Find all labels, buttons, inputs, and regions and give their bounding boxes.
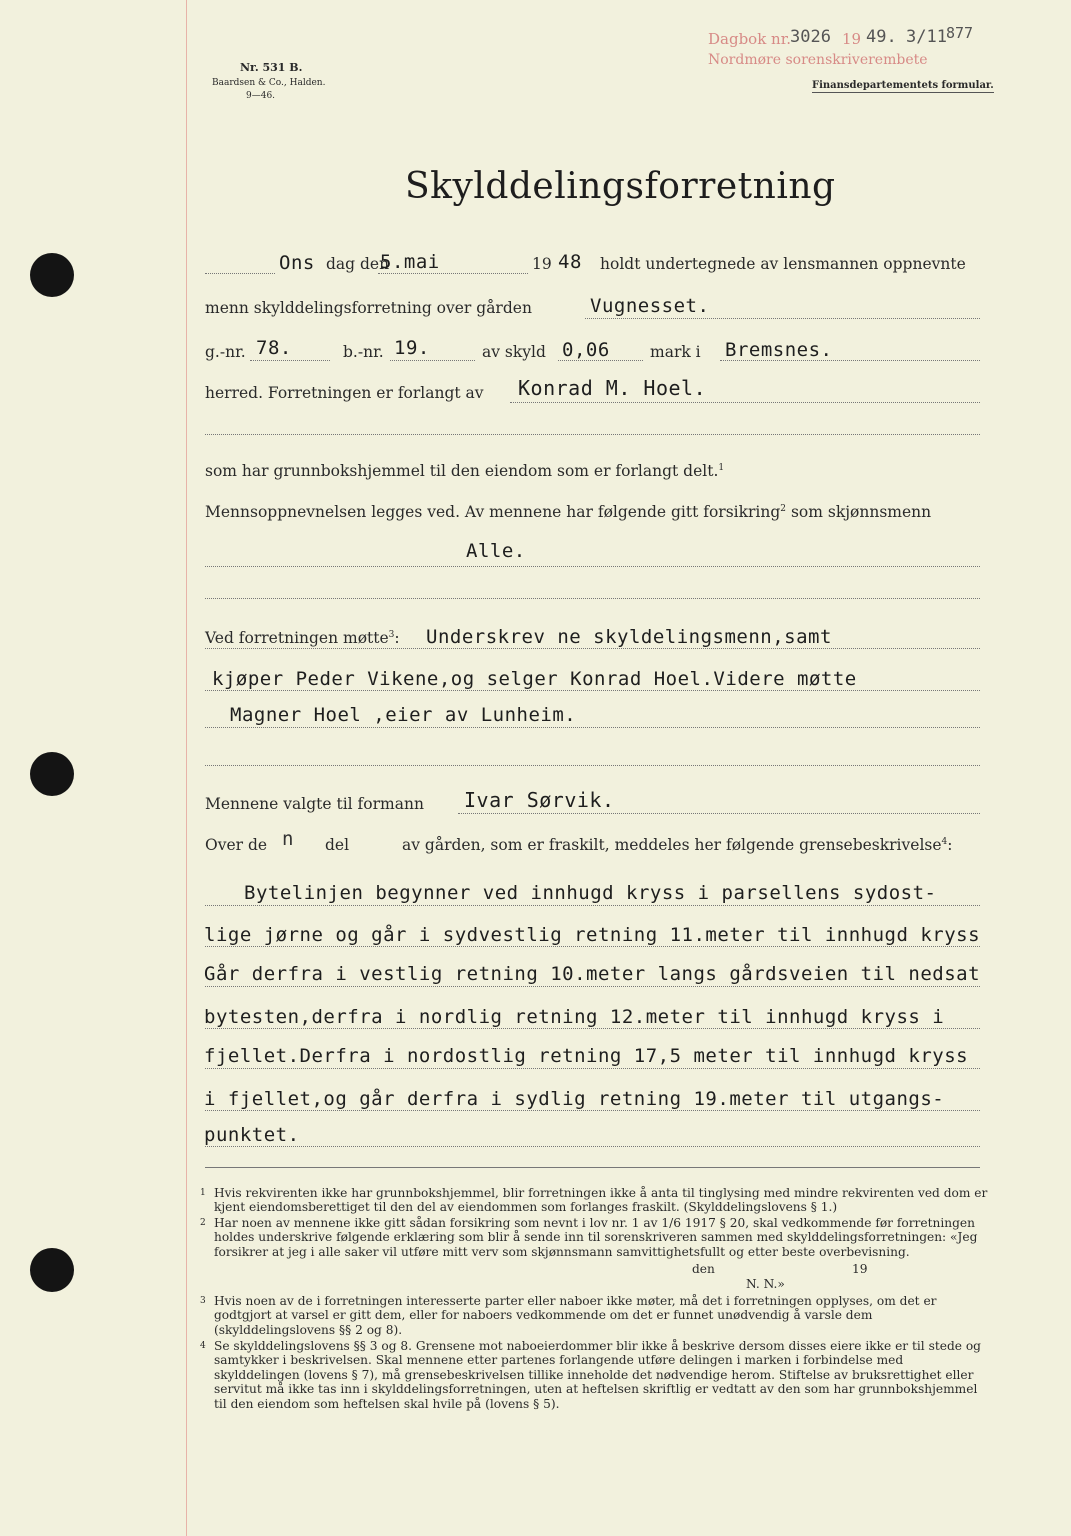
chairman-name: Ivar Sørvik. (464, 788, 615, 812)
label-farm: menn skylddelingsforretning over gården (205, 299, 532, 317)
label-skyld: av skyld (482, 343, 546, 361)
stamp-diary-number: 3026 (790, 27, 831, 47)
boundary-line: punktet. (204, 1124, 300, 1146)
footnote-rule (205, 1167, 980, 1168)
stamp-office: Nordmøre sorenskriverembete (708, 52, 928, 68)
footnote-4: 4 Se skylddelingslovens §§ 3 og 8. Grensene mot naboeierdommer blir ikke å beskrive dersom disses eiere ikke er til stede og samtykker i beskrivelsen. Skal mennene etter partenes forlangende utføre delingen i marken i forbindelse med skylddelingen (lovens § 7), må grensebeskrivelsen tillike inneholde det nødvendige herom. Stiftelse av bruksrettighet eller servitut må ikke tas inn i skylddelingsforretningen, uten at heftelsen skriftlig er vedtatt av den som har grunnbokshjemmel til den eiendom som heftelsen skal hvile på (lovens § 5). (200, 1339, 981, 1411)
boundary-line: bytesten,derfra i nordlig retning 12.meter til innhugd kryss i (204, 1006, 945, 1028)
footnote-2: 2 Har noen av mennene ikke gitt sådan forsikring som nevnt i lov nr. 1 av 1/6 1917 § 20, skal vedkommende før forretningen holdes underskrive følgende erklæring som blir å sende inn til sorenskriveren sammen med skylddelingsforretningen: «Jeg forsikrer at jeg i alle saker vil utføre mitt verv som skjønnsmann samvittighetsfullt og etter beste overbevisning. (200, 1216, 978, 1259)
gnr-value: 78. (256, 337, 292, 359)
label-day: dag den (326, 255, 390, 273)
footnote-2-den: den (692, 1262, 715, 1276)
boundary-line: lige jørne og går i sydvestlig retning 11.meter til innhugd kryss (204, 924, 981, 946)
label-held: holdt undertegnede av lensmannen oppnevnte (600, 255, 966, 273)
boundary-line: Går derfra i vestlig retning 10.meter langs gårdsveien til nedsat (204, 963, 981, 985)
form-print-date: 9—46. (246, 91, 276, 101)
label-over-de: Over de (205, 836, 268, 854)
boundary-line: Bytelinjen begynner ved innhugd kryss i parsellens sydost- (244, 882, 937, 904)
fraction-numerator: n (282, 828, 294, 850)
label-bnr: b.-nr. (343, 343, 384, 361)
text-mennsoppnevnelse: Mennsoppnevnelsen legges ved. Av mennene har følgende gitt forsikring$^2$ som skjønnsmenn (205, 503, 932, 521)
label-mark: mark i (650, 343, 701, 361)
punch-hole (30, 752, 74, 796)
footnote-1: 1 Hvis rekvirenten ikke har grunnbokshjemmel, blir forretningen ikke å anta til tinglysing med mindre rekvirenten ved dom er kjent eiendomsberettiget til den del av eiendommen som forlanges fraskilt. (Skylddelingslovens § 1.) (200, 1186, 988, 1215)
footnote-2-year: 19 (852, 1262, 868, 1276)
stamp-year: 49. (866, 27, 897, 47)
label-requested-by: herred. Forretningen er forlangt av (205, 384, 484, 402)
present-line-1: Underskrev ne skyldelingsmenn,samt (426, 626, 832, 648)
farm-name: Vugnesset. (590, 295, 710, 317)
boundary-line: i fjellet,og går derfra i sydlig retning 19.meter til utgangs- (204, 1088, 945, 1110)
stamp-diary-label: Dagbok nr. (708, 30, 792, 48)
stamp-year-prefix: 19 (842, 30, 862, 48)
punch-hole (30, 1248, 74, 1292)
bnr-value: 19. (394, 337, 430, 359)
label-year: 19 (532, 255, 552, 273)
label-del: del (325, 836, 350, 854)
present-line-2: kjøper Peder Vikene,og selger Konrad Hoel.Videre møtte (212, 668, 857, 690)
footnote-3: 3 Hvis noen av de i forretningen interesserte parter eller naboer ikke møter, må det i forretningen opplyses, om det er godtgjort at varsel er gitt dem, eller for naboers vedkommende om det er funnet unødvendig å varsle dem (skylddelingslovens §§ 2 og 8). (200, 1294, 937, 1337)
form-printer: Baardsen & Co., Halden. (212, 78, 326, 88)
margin-line (186, 0, 187, 1536)
stamp-reference: 3/11 (906, 27, 947, 47)
meeting-date: 5.mai (380, 251, 440, 273)
skyld-value: 0,06 (562, 339, 610, 361)
page-title: Skylddelingsforretning (405, 166, 836, 207)
footnote-2-signature: N. N.» (746, 1277, 785, 1291)
text-grunnbokshjemmel: som har grunnbokshjemmel til den eiendom som er forlangt delt.$^1$ (205, 462, 725, 480)
requester: Konrad M. Hoel. (518, 376, 707, 400)
present-line-3: Magner Hoel ,eier av Lunheim. (230, 704, 577, 726)
boundary-line: fjellet.Derfra i nordostlig retning 17,5 meter til innhugd kryss (204, 1045, 969, 1067)
stamp-page: 877 (946, 24, 974, 42)
meeting-day: Ons (279, 252, 315, 274)
label-present: Ved forretningen møtte$^3$: (205, 629, 400, 647)
punch-hole (30, 253, 74, 297)
label-gnr: g.-nr. (205, 343, 246, 361)
appraisers: Alle. (466, 540, 526, 562)
label-chairman: Mennene valgte til formann (205, 795, 424, 813)
herred-name: Bremsnes. (725, 339, 833, 361)
label-boundary-desc: av gården, som er fraskilt, meddeles her følgende grensebeskrivelse$^4$: (402, 836, 953, 854)
form-ministry: Finansdepartementets formular. (812, 80, 994, 91)
form-number: Nr. 531 B. (240, 61, 303, 74)
meeting-year: 48 (558, 251, 582, 273)
